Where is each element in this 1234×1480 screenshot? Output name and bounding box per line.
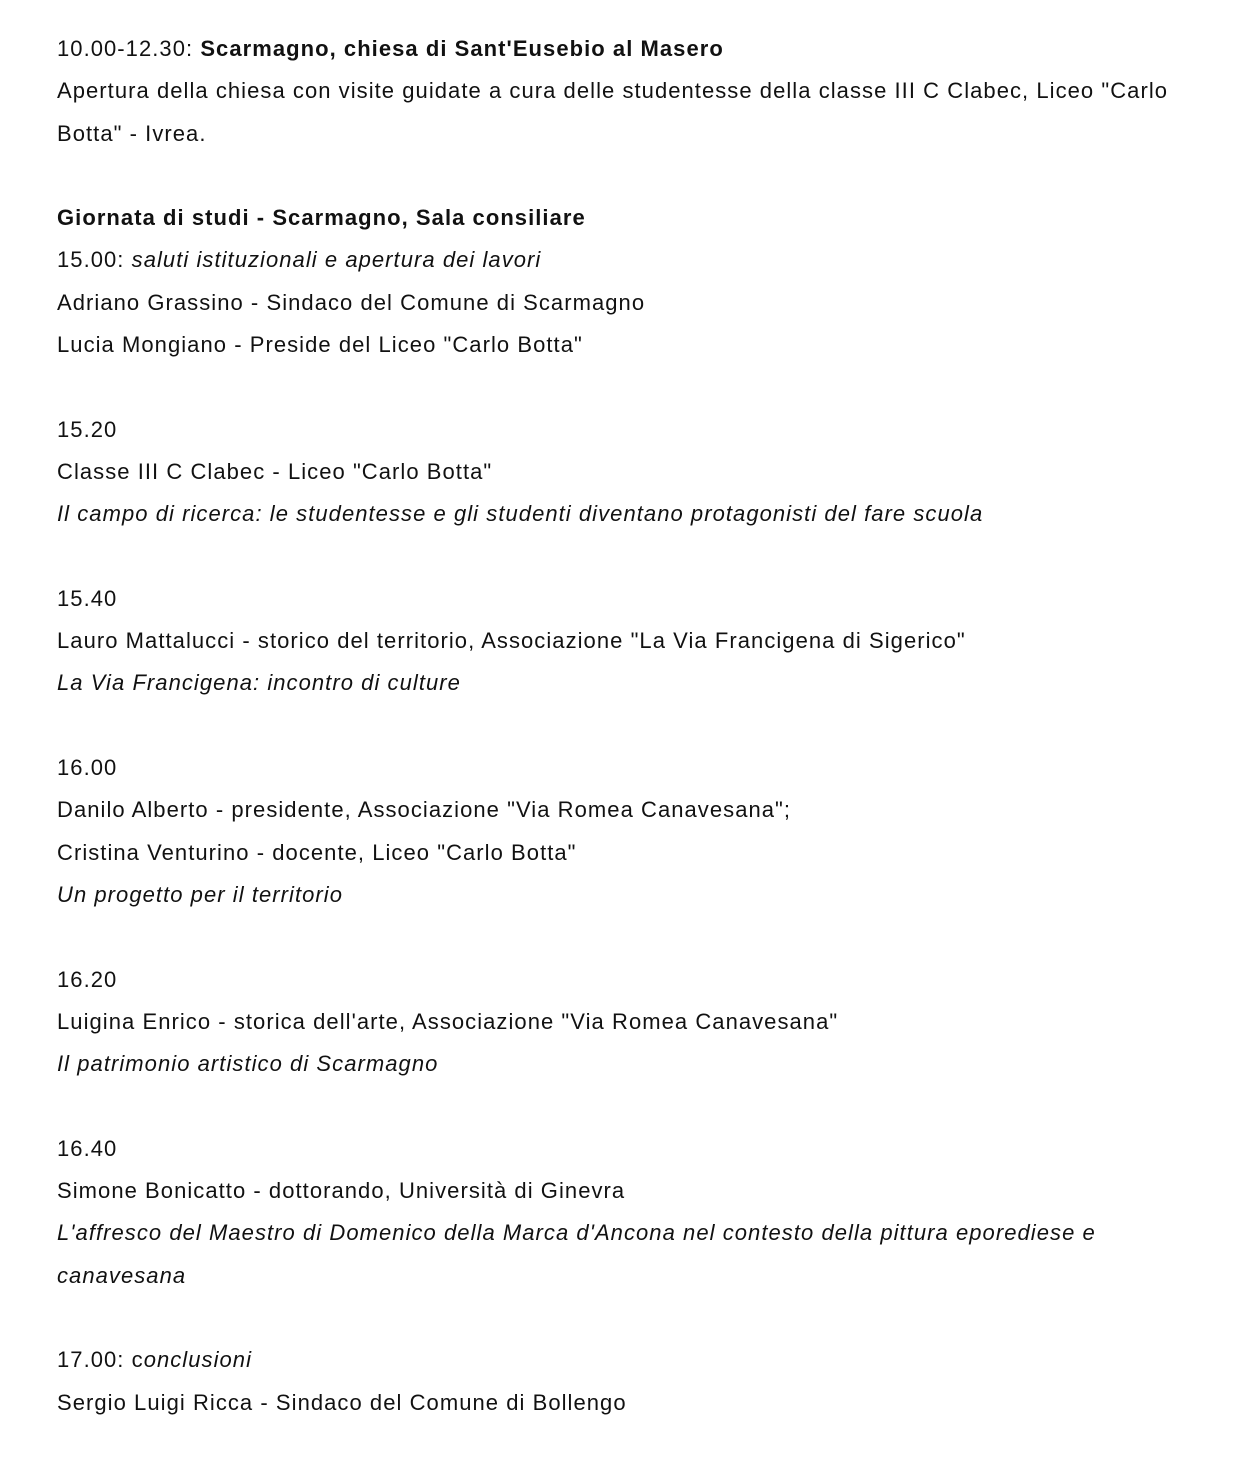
opening-speaker: Lucia Mongiano - Preside del Liceo "Carlo Botta" [57, 332, 583, 358]
morning-time: 10.00-12.30: [57, 36, 201, 61]
talk-speaker: Simone Bonicatto - dottorando, Università di Ginevra [57, 1178, 626, 1204]
closing-speaker: Sergio Luigi Ricca - Sindaco del Comune di Bollengo [57, 1389, 627, 1415]
opening-time: 15.00: [57, 247, 132, 273]
spacer [57, 705, 1194, 747]
spacer [57, 1297, 1194, 1339]
spacer [57, 536, 1194, 578]
opening-line [57, 239, 1194, 281]
morning-description: Apertura della chiesa con visite guidate a cura delle studentesse della classe III C Clabec, Liceo "Carlo Botta" - Ivrea. [57, 78, 1169, 146]
study-day-heading: Giornata di studi - Scarmagno, Sala consiliare [57, 205, 586, 231]
talk-speaker: Classe III C Clabec - Liceo "Carlo Botta" [57, 458, 493, 484]
talk-time: 16.40 [57, 1135, 118, 1161]
talk-title: La Via Francigena: incontro di culture [57, 670, 461, 696]
talk-title: Il patrimonio artistico di Scarmagno [57, 1051, 439, 1077]
talk-time: 16.20 [57, 966, 118, 992]
closing-line [57, 1339, 1194, 1381]
opening-title: saluti istituzionali e apertura dei lavori [131, 247, 542, 273]
talk-speaker: Lauro Mattalucci - storico del territorio, Associazione "La Via Francigena di Sigerico" [57, 628, 966, 654]
talk-speaker: Danilo Alberto - presidente, Associazione "Via Romea Canavesana"; [57, 797, 792, 823]
spacer [57, 155, 1194, 197]
morning-place: Scarmagno, chiesa di Sant'Eusebio al Masero [200, 36, 724, 61]
morning-schedule-line [57, 28, 1194, 70]
spacer [57, 366, 1194, 408]
opening-speaker: Adriano Grassino - Sindaco del Comune di Scarmagno [57, 289, 646, 315]
talk-time: 15.40 [57, 585, 118, 611]
talk-speaker: Luigina Enrico - storica dell'arte, Associazione "Via Romea Canavesana" [57, 1008, 839, 1034]
talk-title: Un progetto per il territorio [57, 881, 344, 907]
closing-time: 17.00: c [57, 1347, 144, 1373]
talk-speaker: Cristina Venturino - docente, Liceo "Carlo Botta" [57, 839, 577, 865]
spacer [57, 1085, 1194, 1127]
talk-time: 15.20 [57, 416, 118, 442]
talk-title: Il campo di ricerca: le studentesse e gli studenti diventano protagonisti del fare scuola [57, 501, 984, 527]
talk-time: 16.00 [57, 755, 118, 781]
closing-title: onclusioni [143, 1347, 253, 1373]
talk-title: L'affresco del Maestro di Domenico della Marca d'Ancona nel contesto della pittura eporediese e canavesana [57, 1220, 1096, 1288]
spacer [57, 916, 1194, 958]
